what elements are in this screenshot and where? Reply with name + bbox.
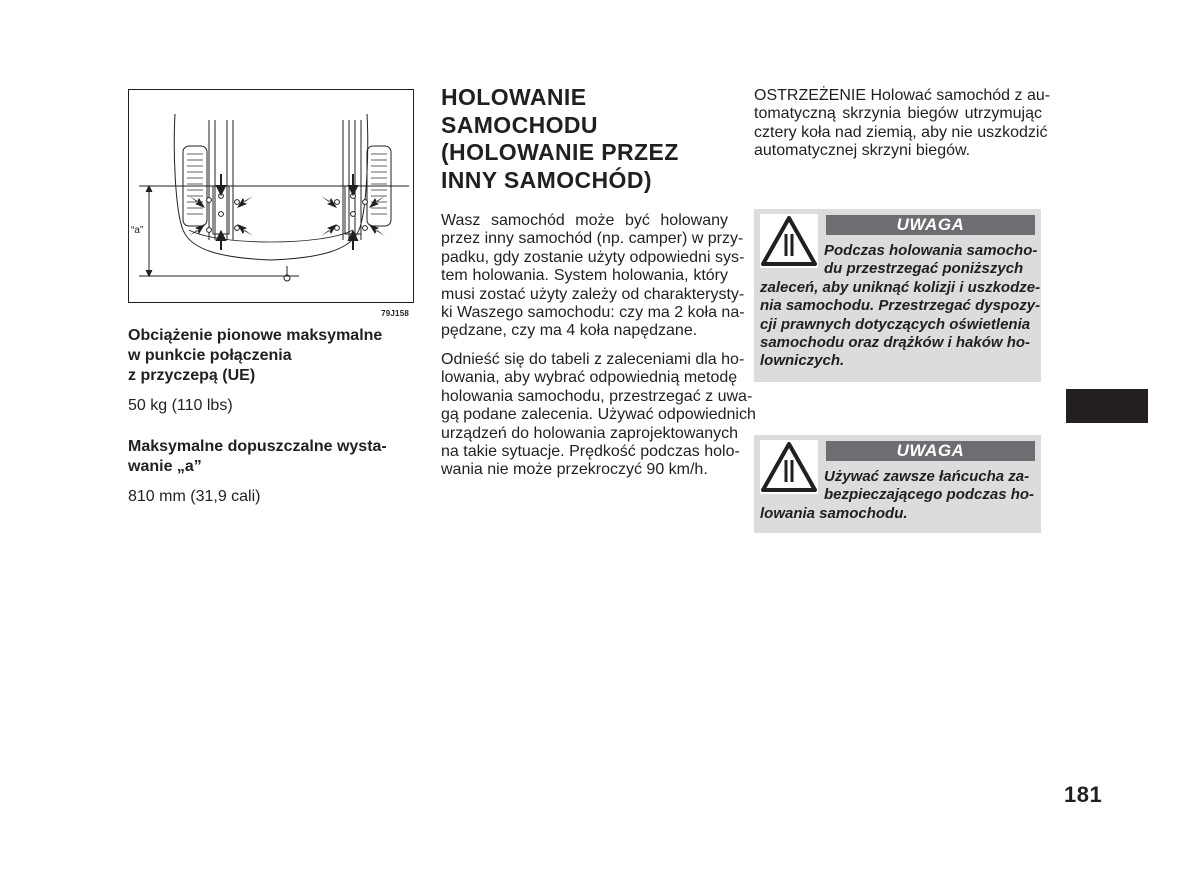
spec-heading-line: Obciążenie pionowe maksymalne <box>128 327 383 344</box>
warning-text <box>754 242 1041 371</box>
towing-diagram <box>129 90 413 302</box>
text-line: lowniczych. <box>760 352 845 370</box>
spec-heading <box>128 437 418 477</box>
car-body-outline <box>174 114 367 260</box>
spec-value: 810 mm (31,9 cali) <box>128 488 261 505</box>
spec-heading <box>128 326 418 386</box>
text-line: Używać zawsze łańcucha za- <box>824 468 1030 485</box>
text-line: lowania samochodu. <box>760 504 908 522</box>
page-number: 181 <box>1064 782 1103 807</box>
text-line: gą podane zalecenia. Używać odpowiednich <box>441 406 756 424</box>
spec-max-overhang <box>128 437 418 507</box>
text-line: cztery koła nad ziemią, aby nie uszkodzić <box>754 123 1048 141</box>
text-line: holowania samochodu, przestrzegać z uwa- <box>441 387 753 405</box>
text-line: tomatyczną skrzynia biegów utrzymując <box>754 105 1042 123</box>
text-line: tem holowania. System holowania, który <box>441 267 728 285</box>
text-line: na takie sytuacje. Prędkość podczas holo- <box>441 443 740 461</box>
paragraph-towing-table <box>441 351 756 480</box>
text-line: samochodu oraz drążków i haków ho- <box>760 334 1031 352</box>
text-line: zaleceń, aby uniknąć kolizji i uszkodze- <box>760 278 1041 296</box>
spec-heading-line: w punkcie połączenia <box>128 347 292 364</box>
text-line: musi zostać użyty zależy od charakterysty- <box>441 285 745 303</box>
text-line: nia samochodu. Przestrzegać dyspozy- <box>760 297 1041 315</box>
text-line: pędzane, czy ma 4 koła napędzane. <box>441 322 698 340</box>
text-line: urządzeń do holowania zaprojektowanych <box>441 424 739 442</box>
text-line: przez inny samochód (np. camper) w przy- <box>441 230 744 248</box>
text-line: bezpieczającego podczas ho- <box>824 486 1035 504</box>
text-line: cji prawnych dotyczących oświetlenia <box>760 315 1031 333</box>
text-line: Odnieść się do tabeli z zaleceniami dla ho- <box>441 351 745 368</box>
warning-box <box>754 435 1041 533</box>
dimension-a-label: “a” <box>131 225 144 236</box>
text-line: ki Waszego samochodu: czy ma 2 koła na- <box>441 304 745 322</box>
text-line: padku, gdy zostanie użyty odpowiedni sys- <box>441 248 745 266</box>
title-line: (HOLOWANIE PRZEZ <box>441 139 679 165</box>
spec-heading-line: wanie „a” <box>128 458 202 475</box>
chapter-tab <box>1066 389 1148 423</box>
spec-heading-line: z przyczepą (UE) <box>128 367 256 384</box>
spec-value: 50 kg (110 lbs) <box>128 397 233 414</box>
title-line: INNY SAMOCHÓD) <box>441 166 652 193</box>
paragraph-towing-intro <box>441 212 745 341</box>
spec-vertical-load <box>128 326 418 416</box>
warning-text <box>754 468 1037 523</box>
section-title <box>441 84 731 194</box>
warning-label: UWAGA <box>826 215 1035 235</box>
text-line: OSTRZEŻENIE Holować samochód z au- <box>754 87 1051 104</box>
warning-label: UWAGA <box>826 441 1035 461</box>
spec-heading-line: Maksymalne dopuszczalne wysta- <box>128 438 387 455</box>
text-line: lowania, aby wybrać odpowiednią metodę <box>441 369 738 387</box>
text-line: wania nie może przekroczyć 90 km/h. <box>441 461 708 479</box>
text-line: Podczas holowania samocho- <box>824 242 1038 259</box>
text-line: automatycznej skrzyni biegów. <box>754 142 971 160</box>
title-line: HOLOWANIE <box>441 84 587 110</box>
towing-diagram-figure <box>128 89 414 318</box>
figure-code: 79J158 <box>381 309 409 318</box>
title-line: SAMOCHODU <box>441 111 598 138</box>
text-line: du przestrzegać poniższych <box>824 260 1024 278</box>
mounting-arrows <box>189 174 385 250</box>
text-line: Wasz samochód może być holowany <box>441 212 728 229</box>
warning-box <box>754 209 1041 382</box>
notice-automatic-transmission <box>754 87 1051 161</box>
